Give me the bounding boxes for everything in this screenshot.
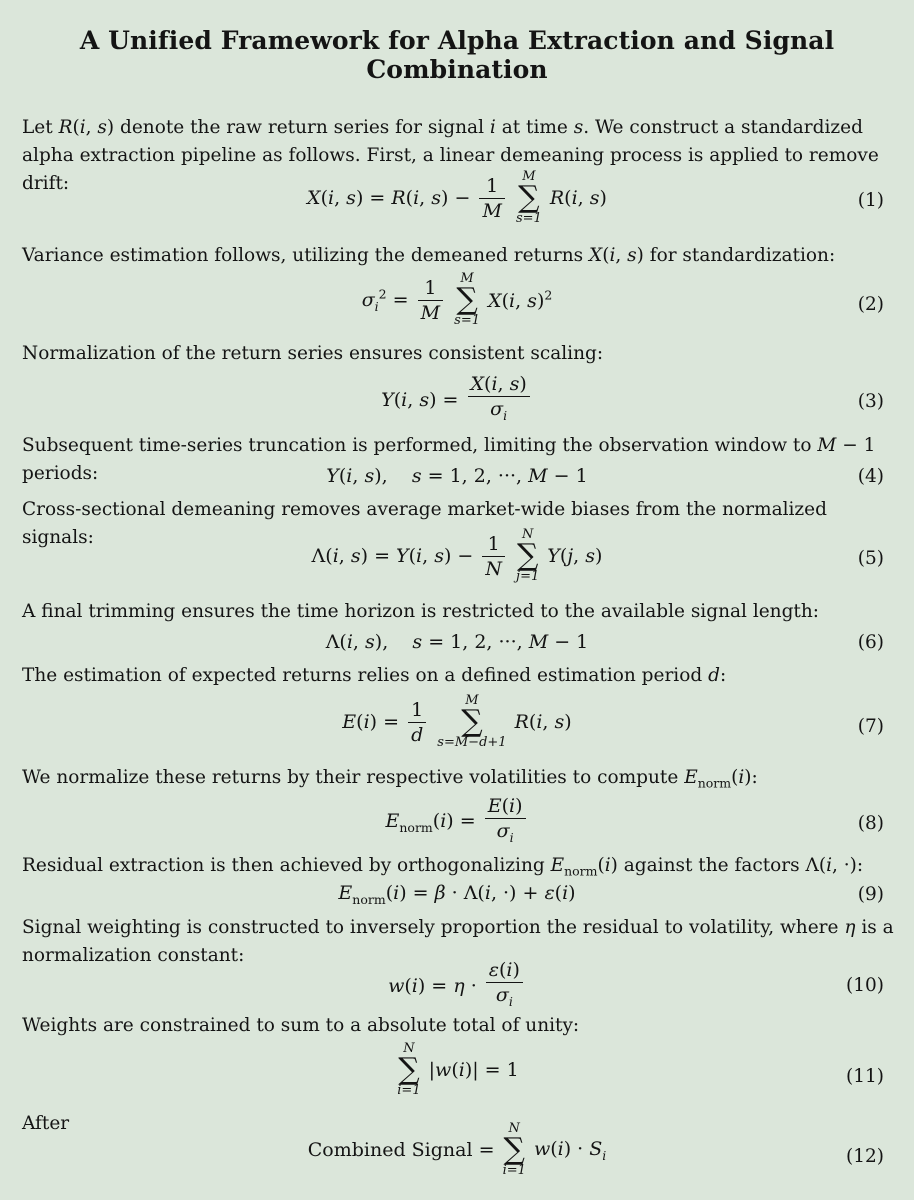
- equation-number: (5): [857, 548, 884, 569]
- equation-number: (6): [857, 632, 884, 653]
- paragraph-weighting: Signal weighting is constructed to inversely proportion the residual to volatility, where η is a normalization constant:: [22, 917, 894, 966]
- equation-number: (11): [846, 1066, 884, 1087]
- combined-signal-label: Combined Signal: [307, 1139, 473, 1161]
- equation-11: N ∑ i=1 |w(i)| = 1 (11): [397, 1041, 884, 1098]
- paragraph-normalize-returns: We normalize these returns by their respective volatilities to compute $E_{norm}(i)$:: [22, 767, 758, 791]
- equation-7: E(i) = $\frac{1}{d}$ M ∑ s=M−d+1 R(i, s) (7): [342, 693, 884, 750]
- equation-5: Λ(i, s) = Y(i, s) − $\frac{1}{N}$ N ∑ j=1 Y(j, s) (5): [311, 527, 884, 584]
- equation-8: $E_{norm}(i)$ = $\frac{E(i)}{\sigma_i}$ (8): [385, 795, 884, 845]
- equation-9: $E_{norm}(i) = \beta \cdot \Lambda(i$, ·) + ε(i) (9): [338, 882, 884, 907]
- equation-4: Y(i, s), s = 1, 2, ···, M − 1 (4): [326, 465, 884, 487]
- equation-12: Combined Signal = N ∑ i=1 $w(i) \cdot S_i$ (12): [307, 1121, 884, 1178]
- paragraph-variance: Variance estimation follows, utilizing the demeaned returns X(i, s) for standardization:: [22, 245, 836, 266]
- equation-number: (12): [846, 1146, 884, 1167]
- equation-number: (8): [857, 813, 884, 834]
- paragraph-cross-sectional: Cross-sectional demeaning removes average market-wide biases from the normalized signals:: [22, 499, 827, 548]
- equation-number: (3): [857, 391, 884, 412]
- paragraph-intro: Let R(i, s) denote the raw return series for signal i at time s. We construct a standardized alpha extraction pipeline as follows. First, a linear demeaning process is applied to remove drift:: [22, 117, 879, 194]
- paragraph-after: After: [22, 1113, 70, 1134]
- equation-1: X(i, s) = R(i, s) − $\frac{1}{M}$ M ∑ s=1 R(i, s) (1): [307, 169, 884, 226]
- equation-2: $\sigma_i^2$ = $\frac{1}{M}$ M ∑ s=1 X(i, s)$^2$ (2): [361, 271, 884, 328]
- paragraph-truncation: Subsequent time-series truncation is performed, limiting the observation window to M − 1 periods:: [22, 435, 876, 484]
- paragraph-trimming: A final trimming ensures the time horizon is restricted to the available signal length:: [22, 601, 820, 622]
- equation-number: (2): [857, 294, 884, 315]
- equation-6: Λ(i, s), s = 1, 2, ···, M − 1 (6): [325, 631, 884, 653]
- paragraph-constraint: Weights are constrained to sum to a absolute total of unity:: [22, 1015, 580, 1036]
- equation-10: w(i) = η · $\frac{\varepsilon(i)}{\sigma_i}$ (10): [388, 959, 884, 1009]
- paragraph-normalization: Normalization of the return series ensures consistent scaling:: [22, 343, 604, 364]
- equation-number: (7): [857, 716, 884, 737]
- paragraph-residual: Residual extraction is then achieved by orthogonalizing $E_{norm}(i)$ against the factors Λ(i, ·):: [22, 855, 864, 879]
- equation-number: (9): [857, 884, 884, 905]
- equation-number: (1): [857, 190, 884, 211]
- document-title: A Unified Framework for Alpha Extraction and Signal Combination: [79, 26, 835, 84]
- equation-number: (10): [846, 975, 884, 996]
- equation-number: (4): [857, 466, 884, 487]
- paragraph-expected-returns: The estimation of expected returns relies on a defined estimation period d:: [22, 665, 727, 686]
- equation-3: Y(i, s) = $\frac{X(i, s)}{\sigma_i}$ (3): [381, 373, 884, 423]
